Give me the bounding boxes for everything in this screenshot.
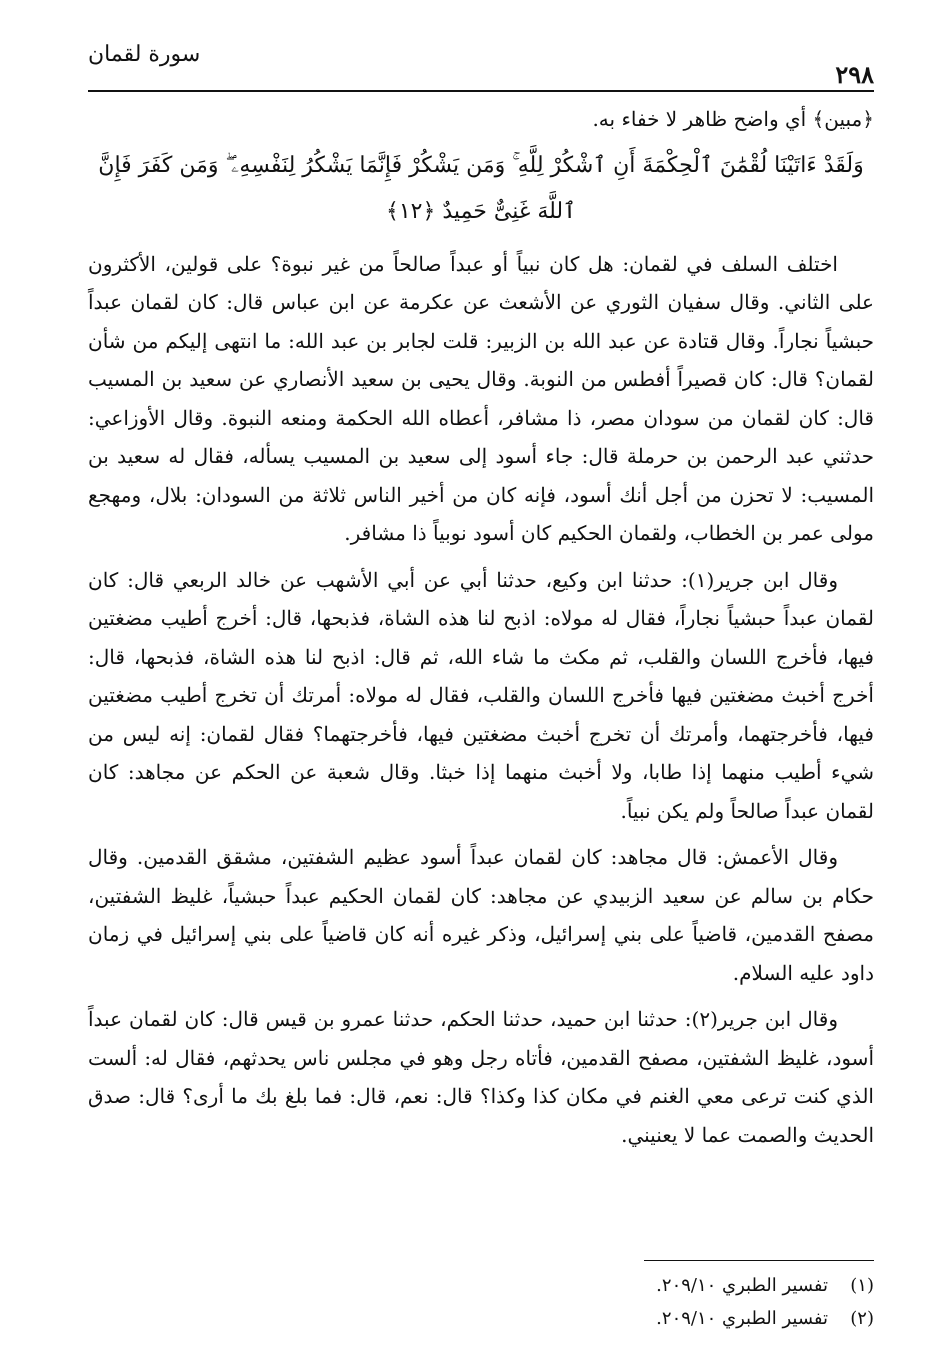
paragraph-4: وقال ابن جرير(٢): حدثنا ابن حميد، حدثنا الحكم، حدثنا عمرو بن قيس قال: كان لقمان عبداً أسود، غليظ الشفتين، مصفح القدمين، فأتاه رجل وهو في مجلس ناس يحدثهم، فقال له: ألست الذي كنت ترعى معي الغنم في مكان كذا وكذا؟ قال: نعم، قال: فما بلغ بك ما أرى؟ قال: صدق الحديث والصمت عما لا يعنيني.: [88, 1007, 874, 1147]
paragraph-3: وقال الأعمش: قال مجاهد: كان لقمان عبداً أسود عظيم الشفتين، مشقق القدمين. وقال حكام بن سالم عن سعيد الزبيدي عن مجاهد: كان لقمان الحكيم عبداً حبشياً، غليظ الشفتين، مصفح القدمين، قاضياً على بني إسرائيل، وذكر غيره أنه كان قاضياً على بني إسرائيل في زمان داود عليه السلام.: [88, 845, 874, 985]
paragraph-1: اختلف السلف في لقمان: هل كان نبياً أو عبداً صالحاً من غير نبوة؟ على قولين، الأكثرون على الثاني. وقال سفيان الثوري عن الأشعث عن عكرمة عن ابن عباس قال: كان لقمان عبداً حبشياً نجاراً. وقال قتادة عن عبد الله بن الزبير: قلت لجابر بن عبد الله: ما انتهى إليكم من شأن لقمان؟ قال: كان قصيراً أفطس من النوبة. وقال يحيى بن سعيد الأنصاري عن سعيد بن المسيب قال: كان لقمان من سودان مصر، ذا مشافر، أعطاه الله الحكمة ومنعه النبوة. وقال الأوزاعي: حدثني عبد الرحمن بن حرملة قال: جاء أسود إلى سعيد بن المسيب يسأله، فقال له سعيد بن المسيب: لا تحزن من أجل أنك أسود، فإنه كان من أخير الناس ثلاثة من السودان: بلال، ومهجع مولى عمر بن الخطاب، ولقمان الحكيم كان أسود نوبياً ذا مشافر.: [88, 251, 874, 545]
running-title: سورة لقمان: [88, 42, 201, 67]
paragraph-2: وقال ابن جرير(١): حدثنا ابن وكيع، حدثنا أبي عن أبي الأشهب عن خالد الربعي قال: كان لقمان عبداً حبشياً نجاراً، فقال له مولاه: اذبح لنا هذه الشاة، فذبحها، قال: أخرج أطيب مضغتين فيها، فأخرج اللسان والقلب، ثم مكث ما شاء الله، ثم قال: اذبح لنا هذه الشاة، فذبحها، قال: أخرج أخبث مضغتين فيها فأخرج اللسان والقلب، فقال له مولاه: أمرتك أن تخرج أطيب مضغتين فيها، فأخرجتهما، وأمرتك أن تخرج أخبث مضغتين فيها، فأخرجتهما؟ فقال لقمان: إنه ليس من شيء أطيب منهما إذا طابا، ولا أخبث منهما إذا خبثا. وقال شعبة عن الحكم عن مجاهد: كان لقمان عبداً صالحاً ولم يكن نبياً.: [88, 567, 874, 823]
footnote-number: (٢): [850, 1308, 874, 1329]
footnote-text: تفسير الطبري ٢٠٩/١٠.: [656, 1308, 828, 1329]
page-number: ٢٩٨: [835, 60, 874, 89]
intro-line: ﴿مبين﴾ أي واضح ظاهر لا خفاء به.: [592, 107, 874, 131]
footnote-2: [88, 1302, 874, 1335]
footnote-text: تفسير الطبري ٢٠٩/١٠.: [656, 1275, 828, 1296]
footnote-number: (١): [850, 1275, 874, 1296]
footnotes: [88, 1260, 874, 1335]
footnote-1: [88, 1269, 874, 1302]
footnote-divider: [644, 1260, 874, 1261]
quran-verse: وَلَقَدْ ءَاتَيْنَا لُقْمَٰنَ ٱلْحِكْمَةَ أَنِ ٱشْكُرْ لِلَّهِ ۚ وَمَن يَشْكُرْ فَإِنَّمَا يَشْكُرُ لِنَفْسِهِۦ ۖ وَمَن كَفَرَ فَإِنَّ ٱللَّهَ غَنِىٌّ حَمِيدٌ ﴿١٢﴾: [98, 152, 864, 224]
page-header: [88, 38, 874, 92]
book-page: [88, 38, 874, 1338]
